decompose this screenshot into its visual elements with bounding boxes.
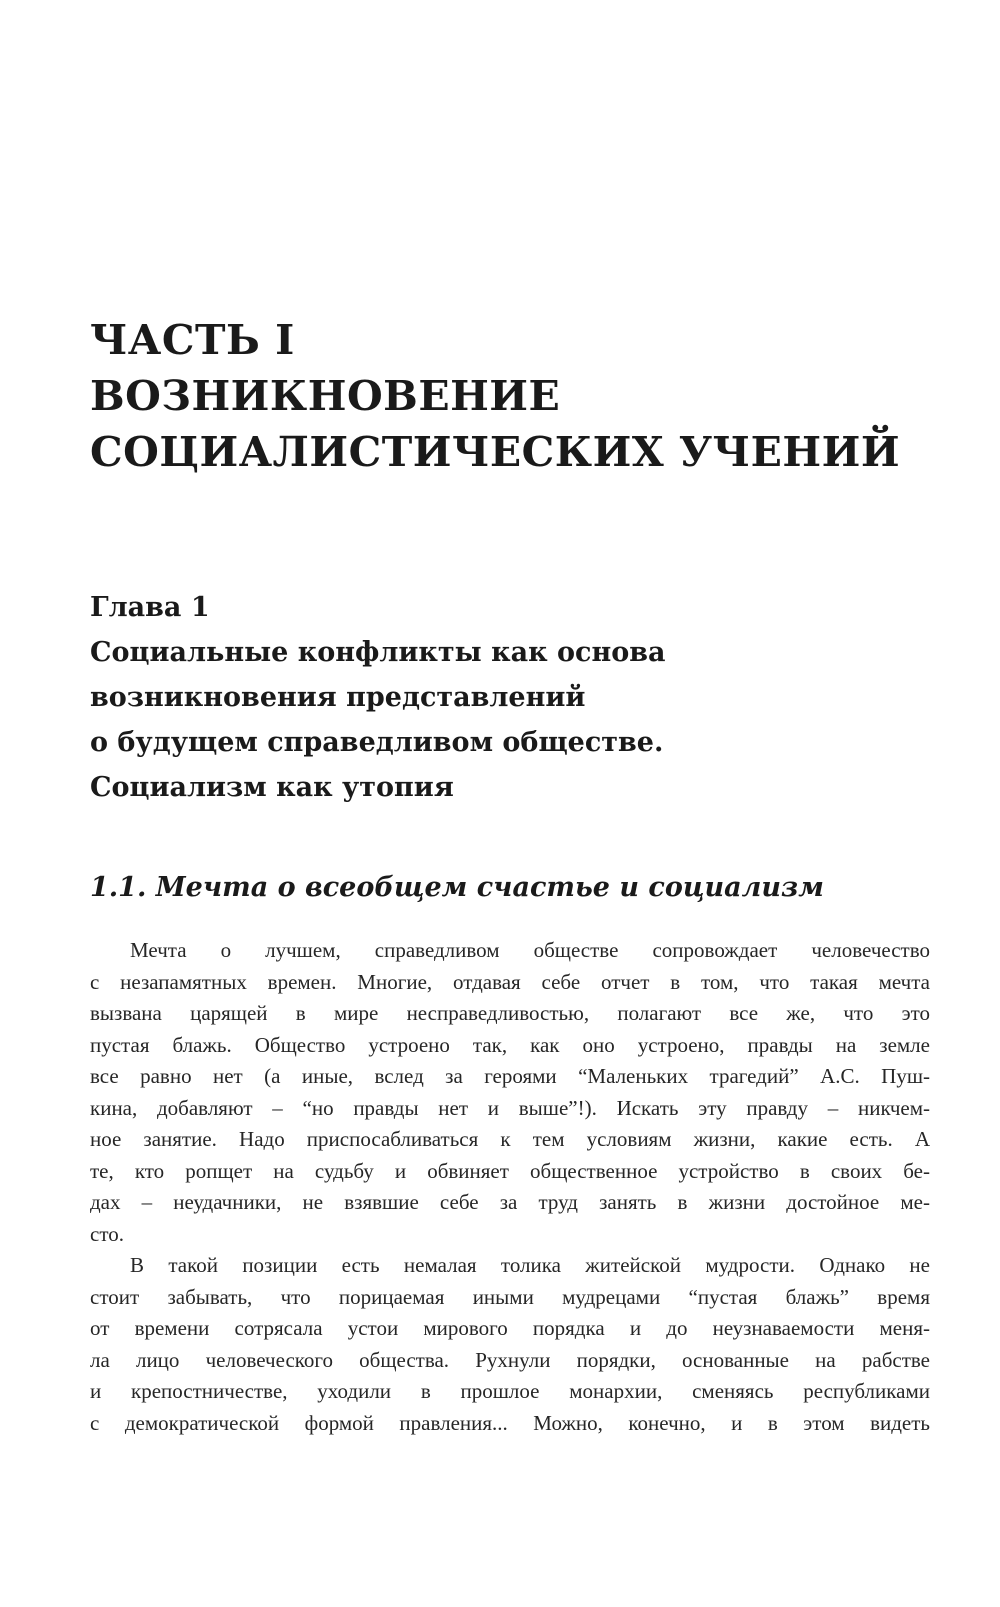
chapter-number: Глава 1 <box>90 592 210 623</box>
chapter-title-line: о будущем справедливом обществе. <box>90 727 664 758</box>
text-line: пустая блажь. Общество устроено так, как оно устроено, правды на земле <box>90 1032 930 1057</box>
text-line: с демократической формой правления... Можно, конечно, и в этом видеть <box>90 1410 930 1435</box>
text-line: кина, добавляют – “но правды нет и выше”!). Искать эту правду – никчем- <box>90 1095 930 1120</box>
paragraph <box>90 935 930 1250</box>
part-title <box>90 312 970 480</box>
part-title-line: ВОЗНИКНОВЕНИЕ <box>90 372 561 420</box>
text-line: все равно нет (а иные, вслед за героями “Маленьких трагедий” А.С. Пуш- <box>90 1064 930 1088</box>
text-line: вызвана царящей в мире несправедливостью, полагают все же, что это <box>90 1001 930 1025</box>
text-line: стоит забывать, что порицаемая иными мудрецами “пустая блажь” время <box>90 1284 930 1309</box>
part-title-line: ЧАСТЬ I <box>90 316 295 364</box>
chapter-title-line: возникновения представлений <box>90 682 586 713</box>
chapter-title-line: Социальные конфликты как основа <box>90 637 666 668</box>
body-text <box>90 935 930 1439</box>
text-line: с незапамятных времен. Многие, отдавая себе отчет в том, что такая мечта <box>90 969 930 994</box>
text-line: от времени сотрясала устои мирового порядка и до неузнаваемости меня- <box>90 1316 930 1340</box>
chapter-title <box>90 585 970 810</box>
section-heading: 1.1. Мечта о всеобщем счастье и социализм <box>90 872 824 903</box>
chapter-title-line: Социализм как утопия <box>90 772 454 803</box>
paragraph <box>90 1250 930 1439</box>
text-line: ла лицо человеческого общества. Рухнули порядки, основанные на рабстве <box>90 1347 930 1372</box>
part-title-line: СОЦИАЛИСТИЧЕСКИХ УЧЕНИЙ <box>90 428 901 476</box>
text-line: сто. <box>90 1221 124 1246</box>
text-line: ное занятие. Надо приспосабливаться к тем условиям жизни, какие есть. А <box>90 1127 930 1151</box>
text-line: те, кто ропщет на судьбу и обвиняет общественное устройство в своих бе- <box>90 1158 930 1183</box>
text-line: Мечта о лучшем, справедливом обществе сопровождает человечество <box>130 938 930 962</box>
text-line: дах – неудачники, не взявшие себе за труд занять в жизни достойное ме- <box>90 1190 930 1214</box>
text-line: и крепостничестве, уходили в прошлое монархии, сменяясь республиками <box>90 1379 930 1403</box>
text-line: В такой позиции есть немалая толика житейской мудрости. Однако не <box>130 1253 930 1277</box>
